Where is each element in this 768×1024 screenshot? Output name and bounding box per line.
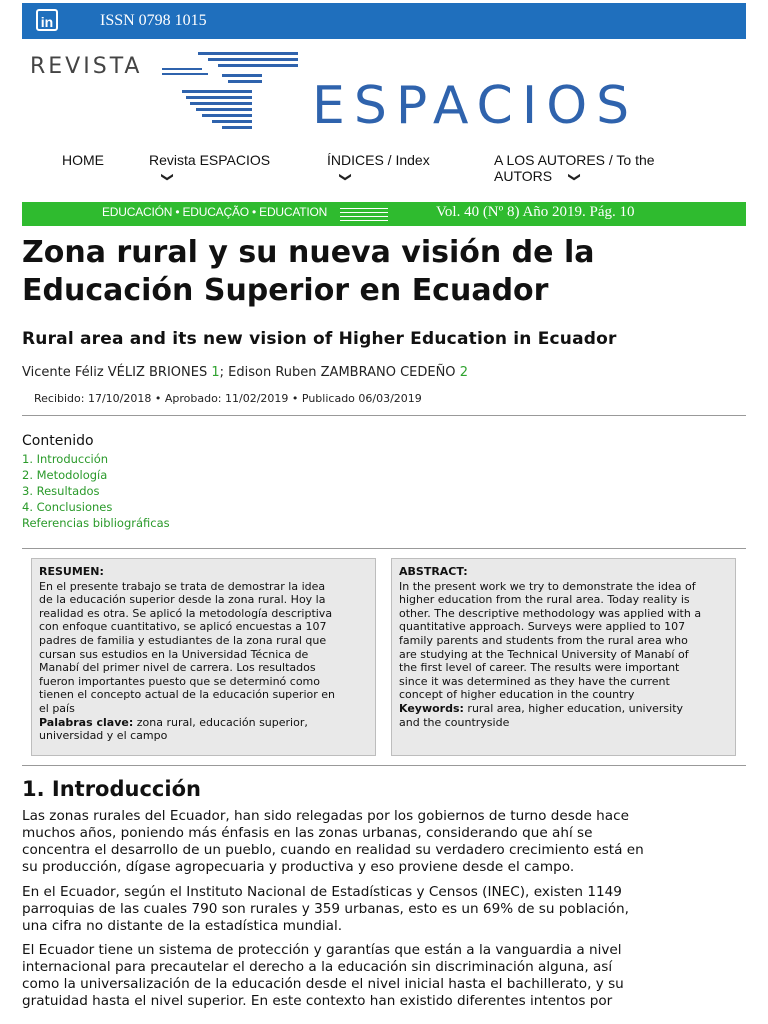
article-title-line: Zona rural y su nueva visión de la bbox=[22, 235, 595, 270]
paragraph: El Ecuador tiene un sistema de protección y garantías que están a la vanguardia a nivel internacional para precautelar el derecho a la educación sin discriminación alguna, así como la universalización de la educación desde el nivel inicial hasta el bachillerato, y su gratuidad hasta el nivel superior. En este contexto han existido diferentes intentos por bbox=[22, 942, 624, 1009]
logo-revista-text: REVISTA bbox=[30, 54, 143, 79]
toc-link-metodologia[interactable]: 2. Metodología bbox=[22, 468, 108, 482]
logo-espacios-text: ESPACIOS bbox=[312, 76, 639, 136]
nav-autores-line2[interactable]: AUTORS bbox=[494, 168, 553, 184]
chevron-down-icon[interactable]: ❯ bbox=[568, 171, 583, 183]
section-bar bbox=[22, 202, 746, 226]
resumen-heading: RESUMEN: bbox=[39, 565, 104, 578]
abstract-section bbox=[22, 548, 746, 765]
authors-line bbox=[22, 365, 468, 380]
section-heading-introduccion: 1. Introducción bbox=[22, 777, 201, 801]
author-ref-link[interactable]: 1 bbox=[211, 365, 220, 380]
nav-revista-espacios[interactable]: Revista ESPACIOS bbox=[149, 152, 271, 168]
chevron-down-icon[interactable]: ❯ bbox=[161, 171, 176, 183]
abstract-keywords-cont: and the countryside bbox=[399, 715, 510, 729]
author-separator: ; bbox=[219, 365, 229, 380]
article-title bbox=[22, 234, 746, 310]
logo-speed-lines-icon bbox=[162, 46, 322, 136]
section-lines-icon bbox=[340, 206, 390, 222]
top-bar bbox=[22, 3, 746, 39]
resumen-keywords-cont: universidad y el campo bbox=[39, 729, 168, 743]
volume-info: Vol. 40 (Nº 8) Año 2019. Pág. 10 bbox=[436, 204, 635, 220]
resumen-keywords: Palabras clave: zona rural, educación superior, bbox=[39, 715, 308, 729]
toc-link-introduccion[interactable]: 1. Introducción bbox=[22, 452, 109, 466]
divider bbox=[22, 765, 746, 766]
chevron-down-icon[interactable]: ❯ bbox=[339, 171, 354, 183]
abstract-keywords: Keywords: rural area, higher education, university bbox=[399, 701, 684, 715]
abstract-text: In the present work we try to demonstrate the idea of higher education from the rural area. Today reality is other. The descriptive methodology was applied with a quantitative approach. Surveys were applied to 107 family parents and students from the rural area who are studying at the Technical University of Manabí of the first level of career. The results were important since it was determined as they have the current concept of higher education in the country bbox=[399, 579, 702, 702]
toc-link-conclusiones[interactable]: 4. Conclusiones bbox=[22, 500, 113, 514]
article-title-line: Educación Superior en Ecuador bbox=[22, 273, 549, 308]
abstract-box bbox=[391, 558, 736, 756]
nav-home[interactable]: HOME bbox=[62, 152, 104, 168]
nav-indices[interactable]: ÍNDICES / Index bbox=[327, 152, 430, 168]
author-name: Vicente Féliz VÉLIZ BRIONES bbox=[22, 365, 208, 380]
author-ref-link[interactable]: 2 bbox=[459, 365, 468, 380]
nav-autores[interactable]: A LOS AUTORES / To the bbox=[494, 152, 655, 168]
issn-label: ISSN 0798 1015 bbox=[100, 12, 207, 29]
abstract-heading: ABSTRACT: bbox=[399, 565, 468, 578]
section-label: EDUCACIÓN • EDUCAÇÃO • EDUCATION bbox=[102, 205, 328, 219]
site-logo[interactable] bbox=[22, 44, 746, 144]
toc-link-resultados[interactable]: 3. Resultados bbox=[22, 484, 100, 498]
article-subtitle: Rural area and its new vision of Higher Education in Ecuador bbox=[22, 329, 617, 349]
linkedin-icon[interactable]: in bbox=[36, 9, 58, 31]
author-name: Edison Ruben ZAMBRANO CEDEÑO bbox=[228, 365, 456, 380]
divider bbox=[22, 415, 746, 416]
toc-title: Contenido bbox=[22, 433, 94, 449]
paragraph: Las zonas rurales del Ecuador, han sido relegadas por los gobiernos de turno desde hace muchos años, poniendo más énfasis en las zonas urbanas, considerando que ahí se concentra el desarrollo de un pueblo, cuando en realidad su verdadero crecimiento está en su producción, dígase agropecuaria y productiva y eso proviene desde el campo. bbox=[22, 808, 644, 875]
publication-dates: Recibido: 17/10/2018 • Aprobado: 11/02/2019 • Publicado 06/03/2019 bbox=[34, 392, 422, 405]
paragraph: En el Ecuador, según el Instituto Nacional de Estadísticas y Censos (INEC), existen 1149 parroquias de las cuales 790 son rurales y 359 urbanas, esto es un 69% de su población, una cifra no distante de la estadística mundial. bbox=[22, 884, 629, 934]
toc-link-referencias[interactable]: Referencias bibliográficas bbox=[22, 516, 170, 530]
resumen-text: En el presente trabajo se trata de demostrar la idea de la educación superior desde la zona rural. Hoy la realidad es otra. Se aplicó la metodología descriptiva con enfoque cuantitativo, se aplicó encuestas a 107 padres de familia y estudiantes de la zona rural que cursan sus estudios en la Universidad Técnica de Manabí del primer nivel de carrera. Los resultados fueron importantes puesto que se determinó como tienen el concepto actual de la educación superior en el país bbox=[39, 579, 335, 715]
resumen-box bbox=[31, 558, 376, 756]
